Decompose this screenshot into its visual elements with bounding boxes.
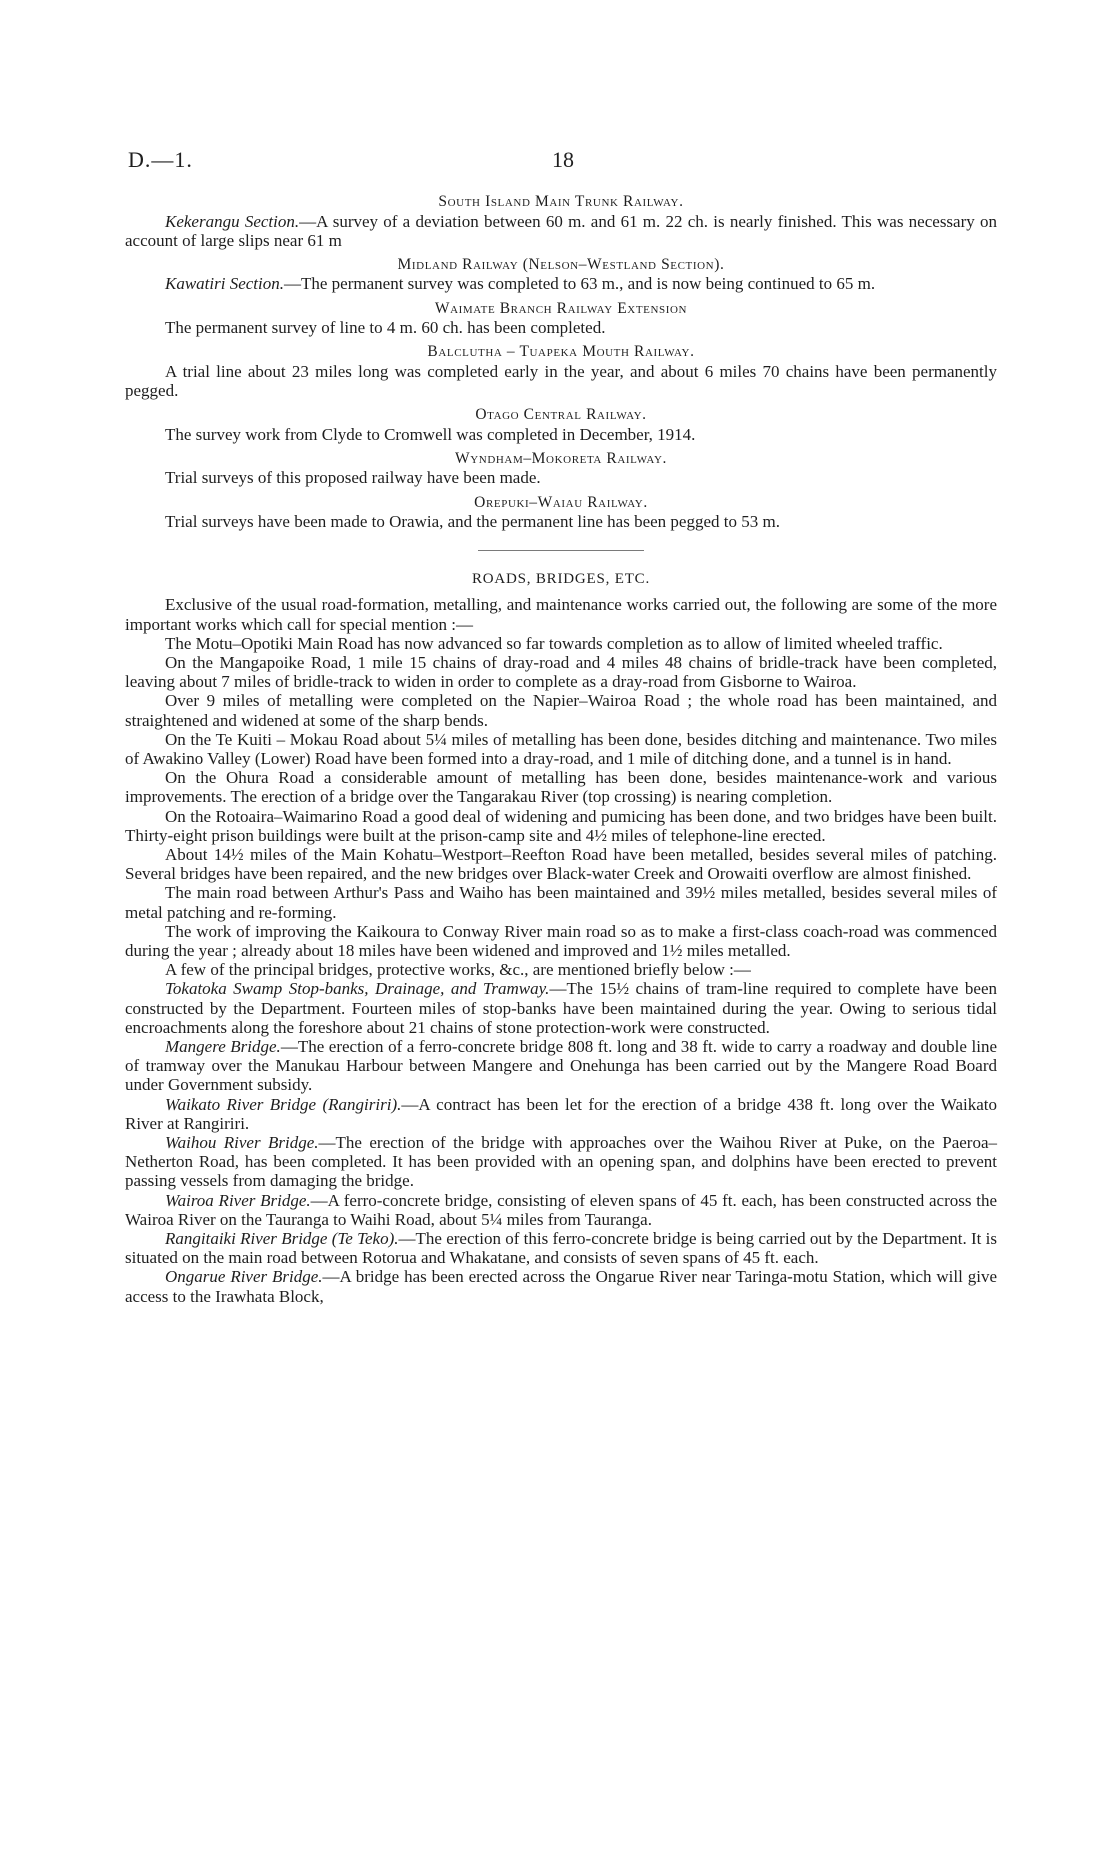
- paragraph: [125, 1095, 997, 1133]
- paragraph: [125, 634, 997, 653]
- paragraph-text: —A survey of a deviation between 60 m. and 61 m. 22 ch. is nearly finished. This was necessary on account of large slips near 61 m: [125, 211, 997, 250]
- paragraph: [125, 274, 997, 293]
- paragraph: [125, 595, 997, 633]
- paragraph-text: About 14½ miles of the Main Kohatu–Westport–Reefton Road have been metalled, besides several miles of patching. Several bridges have been repaired, and the new bridges over Black-water Creek and Orowaiti overflow are almost finished.: [125, 844, 997, 884]
- page-header: [128, 147, 986, 177]
- paragraph: [125, 979, 997, 1037]
- paragraph-lead: Mangere Bridge.: [165, 1037, 281, 1056]
- paragraph: [125, 807, 997, 845]
- paragraph-text: —The 15½ chains of tram-line required to complete have been constructed by the Department. Fourteen miles of stop-banks have been maintained during the year. Owing to serious tidal encroachments along the foreshore about 21 chains of stone protection-work were constructed.: [125, 979, 997, 1037]
- paragraph: [125, 1037, 997, 1095]
- paragraph: [125, 468, 997, 487]
- document-reference: D.—1.: [128, 147, 193, 172]
- paragraph-text: On the Ohura Road a considerable amount of metalling has been done, besides maintenance-work and various improvements. The erection of a bridge over the Tangarakau River (top crossing) is nearing completion.: [125, 768, 997, 807]
- paragraph-text: —The erection of this ferro-concrete bridge is being carried out by the Department. It is situated on the main road between Rotorua and Whakatane, and consists of seven spans of 45 ft. each.: [125, 1229, 997, 1268]
- page-number: 18: [552, 147, 574, 172]
- paragraph-text: —The permanent survey was completed to 63 m., and is now being continued to 65 m.: [284, 274, 876, 294]
- section-divider: [478, 550, 644, 551]
- section-heading: Wyndham–Mokoreta Railway.: [455, 449, 667, 467]
- paragraph-text: On the Te Kuiti – Mokau Road about 5¼ miles of metalling has been done, besides ditching and maintenance. Two miles of Awakino Valley (Lower) Road have been formed into a dray-road, and 1 mile of ditching done, and a tunnel is in hand.: [125, 729, 997, 768]
- paragraph-text: Exclusive of the usual road-formation, metalling, and maintenance works carried out, the following are some of the more important works which call for special mention :—: [125, 595, 997, 634]
- section-heading: Balclutha – Tuapeka Mouth Railway.: [427, 343, 695, 361]
- paragraph: [125, 318, 997, 337]
- paragraph: [125, 768, 997, 806]
- paragraph: [125, 512, 997, 531]
- paragraph: [125, 730, 997, 768]
- paragraph-lead: Kekerangu Section.: [165, 211, 300, 231]
- paragraph: [125, 1267, 997, 1305]
- paragraph: [125, 362, 997, 400]
- paragraph-text: Trial surveys of this proposed railway have been made.: [165, 468, 541, 488]
- paragraph-lead: Rangitaiki River Bridge (Te Teko).: [165, 1229, 399, 1249]
- paragraph-text: A trial line about 23 miles long was completed early in the year, and about 6 miles 70 chains have been permanently pegged.: [125, 361, 997, 401]
- paragraph-text: —The erection of the bridge with approaches over the Waihou River at Puke, on the Paeroa–Netherton Road, has been completed. It has been provided with an opening span, and dolphins have been erected to prevent passing vessels from damaging the bridge.: [125, 1133, 998, 1191]
- section-heading: South Island Main Trunk Railway.: [438, 193, 684, 210]
- paragraph-text: —A contract has been let for the erection of a bridge 438 ft. long over the Waikato River at Rangiriri.: [125, 1094, 997, 1133]
- paragraph: [125, 883, 997, 921]
- paragraph: [125, 1229, 997, 1267]
- paragraph-text: —A bridge has been erected across the Ongarue River near Taringa-motu Station, which will give access to the Irawhata Block,: [125, 1267, 997, 1306]
- section-heading: Midland Railway (Nelson–Westland Section).: [397, 255, 725, 273]
- paragraph: [125, 960, 997, 979]
- paragraph-lead: Kawatiri Section.: [165, 274, 284, 294]
- section-heading: Otago Central Railway.: [475, 406, 647, 424]
- paragraph-lead: Wairoa River Bridge.: [165, 1190, 311, 1210]
- paragraph-lead: Waikato River Bridge (Rangiriri).: [165, 1094, 402, 1114]
- paragraph-text: A few of the principal bridges, protective works, &c., are mentioned briefly below :—: [165, 960, 751, 980]
- paragraph-text: The Motu–Opotiki Main Road has now advanced so far towards completion as to allow of limited wheeled traffic.: [165, 633, 943, 653]
- paragraph-text: The main road between Arthur's Pass and Waiho has been maintained and 39½ miles metalled, besides several miles of metal patching and re-forming.: [125, 883, 997, 922]
- paragraph: [125, 212, 997, 250]
- paragraph: [125, 425, 997, 444]
- paragraph-lead: Tokatoka Swamp Stop-banks, Drainage, and Tramway.: [165, 979, 550, 999]
- paragraph-text: Trial surveys have been made to Orawia, and the permanent line has been pegged to 53 m.: [165, 512, 780, 532]
- paragraph-text: On the Mangapoike Road, 1 mile 15 chains of dray-road and 4 miles 48 chains of bridle-track have been completed, leaving about 7 miles of bridle-track to widen in order to complete as a dray-road from Gisborne to Wairoa.: [125, 652, 997, 692]
- paragraph-text: The work of improving the Kaikoura to Conway River main road so as to make a first-class coach-road was commenced during the year ; already about 18 miles have been widened and improved and 1½ miles metalled.: [125, 921, 997, 960]
- paragraph-text: The survey work from Clyde to Cromwell was completed in December, 1914.: [165, 424, 696, 444]
- section-heading: Waimate Branch Railway Extension: [434, 299, 688, 317]
- paragraph-lead: Ongarue River Bridge.: [165, 1267, 323, 1287]
- paragraph: [125, 1191, 997, 1229]
- paragraph-text: On the Rotoaira–Waimarino Road a good deal of widening and pumicing has been done, and two bridges have been built. Thirty-eight prison buildings were built at the prison-camp site and 4½ miles of telephone-line erected.: [125, 806, 997, 845]
- paragraph-lead: Waihou River Bridge.: [165, 1133, 319, 1153]
- paragraph-text: The permanent survey of line to 4 m. 60 ch. has been completed.: [165, 318, 606, 338]
- paragraph: [125, 691, 997, 729]
- paragraph: [125, 845, 997, 883]
- paragraph-text: Over 9 miles of metalling were completed on the Napier–Wairoa Road ; the whole road has been maintained, and straightened and widened at some of the sharp bends.: [125, 691, 997, 730]
- paragraph-text: —A ferro-concrete bridge, consisting of eleven spans of 45 ft. each, has been constructed across the Wairoa River on the Tauranga to Waihi Road, about 5¼ miles from Tauranga.: [125, 1190, 997, 1229]
- paragraph: [125, 653, 997, 691]
- roads-heading: ROADS, BRIDGES, ETC.: [471, 571, 651, 588]
- section-heading: Orepuki–Waiau Railway.: [474, 493, 648, 511]
- paragraph: [125, 1133, 997, 1191]
- paragraph: [125, 922, 997, 960]
- body-column: [125, 192, 997, 1306]
- paragraph-text: —The erection of a ferro-concrete bridge 808 ft. long and 38 ft. wide to carry a roadway and double line of tramway over the Manukau Harbour between Mangere and Onehunga has been carried out by the Mangere Road Board under Government subsidy.: [125, 1037, 997, 1095]
